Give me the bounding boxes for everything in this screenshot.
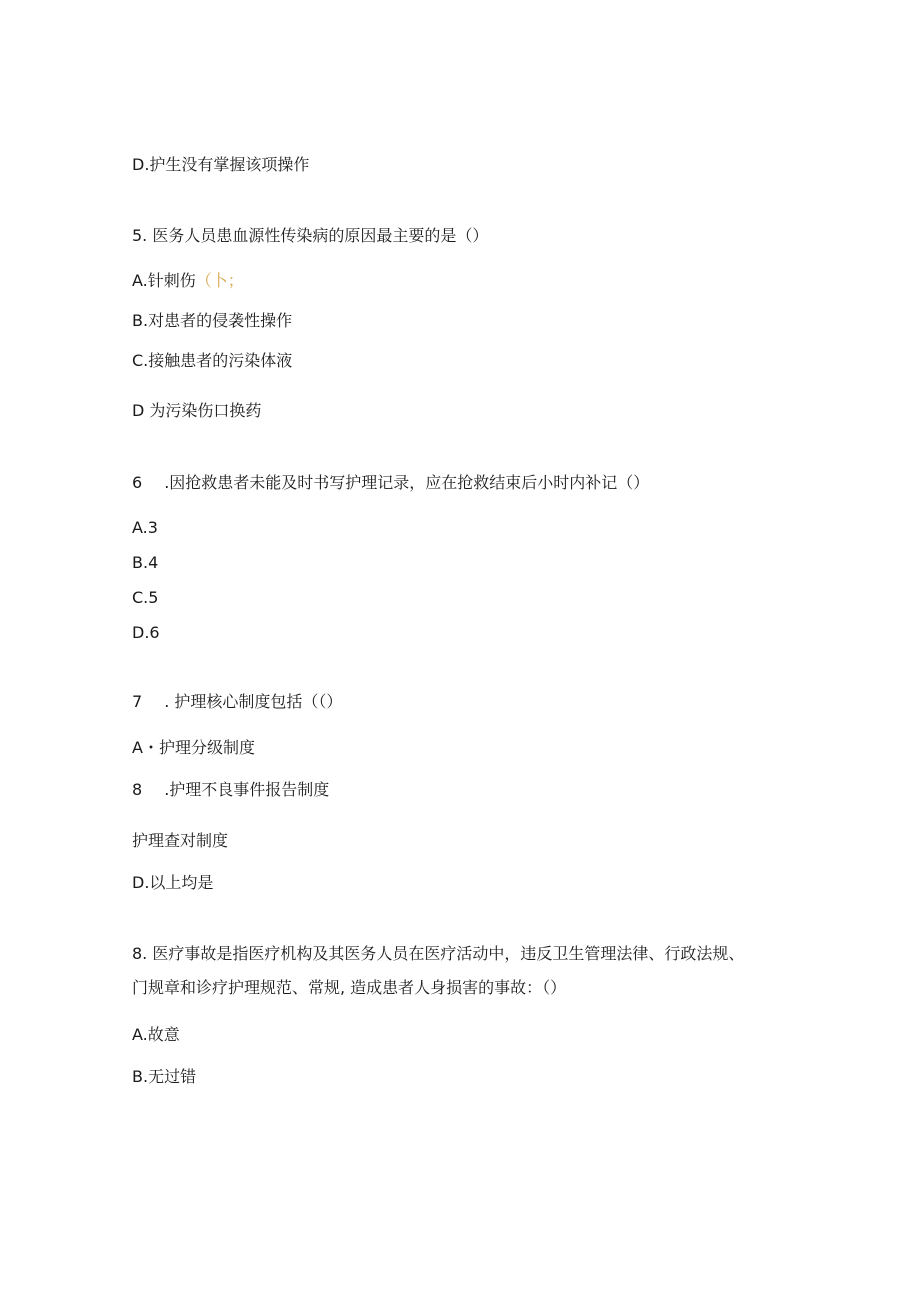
q7-option-b bbox=[132, 780, 329, 800]
q8-option-b: B.无过错 bbox=[132, 1067, 197, 1086]
q5-option-a-text: A.针刺伤 bbox=[132, 271, 196, 290]
q5-option-a bbox=[132, 271, 244, 291]
q6-number: 6 bbox=[132, 473, 143, 492]
q5-option-a-mark: （卜； bbox=[195, 271, 244, 290]
q6-option-c: C.5 bbox=[132, 588, 159, 607]
q6-option-d: D.6 bbox=[132, 623, 160, 642]
q7-number: 7 bbox=[132, 692, 143, 711]
q5-option-c: C.接触患者的污染体液 bbox=[132, 351, 293, 370]
q7-text: . 护理核心制度包括（（） bbox=[164, 692, 343, 711]
q7-option-c: 护理查对制度 bbox=[132, 831, 229, 850]
q5-question: 5. 医务人员患血源性传染病的原因最主要的是（） bbox=[132, 226, 489, 245]
q6-question bbox=[132, 473, 649, 493]
q4-option-d: D.护生没有掌握该项操作 bbox=[132, 155, 310, 174]
q6-option-b: B.4 bbox=[132, 553, 159, 572]
q5-option-b: B.对患者的侵袭性操作 bbox=[132, 311, 293, 330]
q8-question-line1: 8. 医疗事故是指医疗机构及其医务人员在医疗活动中，违反卫生管理法律、行政法规、 bbox=[132, 944, 745, 963]
q7-question bbox=[132, 692, 342, 712]
q7-option-d: D.以上均是 bbox=[132, 873, 214, 892]
q6-option-a: A.3 bbox=[132, 518, 158, 537]
q8-option-a: A.故意 bbox=[132, 1025, 180, 1044]
q7-option-a: A・护理分级制度 bbox=[132, 738, 255, 757]
q7-option-b-text: .护理不良事件报告制度 bbox=[164, 780, 330, 799]
q7-option-b-number: 8 bbox=[132, 780, 143, 799]
q5-option-d: D 为污染伤口换药 bbox=[132, 401, 262, 420]
q6-text: .因抢救患者未能及时书写护理记录，应在抢救结束后小时内补记（） bbox=[164, 473, 650, 492]
q8-question-line2: 门规章和诊疗护理规范、常规, 造成患者人身损害的事故：（） bbox=[132, 978, 567, 997]
